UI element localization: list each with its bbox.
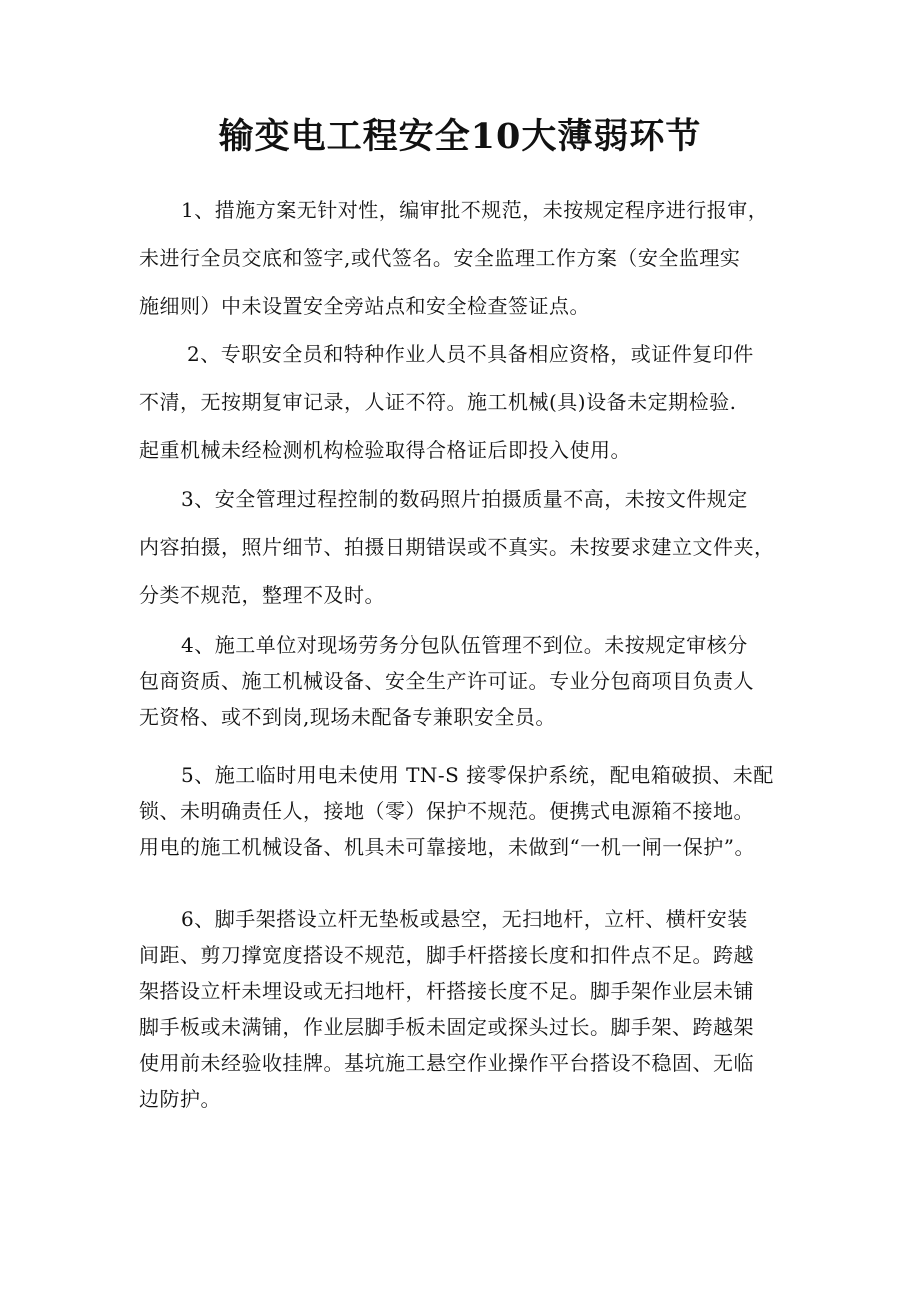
paragraph-line: 无资格、或不到岗,现场未配备专兼职安全员。	[139, 705, 556, 729]
paragraph-line: 边防护。	[139, 1087, 221, 1111]
paragraph-line: 5、施工临时用电未使用 TN-S 接零保护系统，配电箱破损、未配	[181, 763, 774, 787]
paragraph-line: 2、专职安全员和特种作业人员不具备相应资格，或证件复印件	[187, 342, 754, 366]
paragraph-line: 6、脚手架搭设立杆无垫板或悬空，无扫地杆，立杆、横杆安装	[181, 907, 748, 931]
paragraph-line: 分类不规范，整理不及时。	[139, 583, 385, 607]
paragraph-line: 使用前未经验收挂牌。基坑施工悬空作业操作平台搭设不稳固、无临	[139, 1051, 754, 1075]
paragraph-line: 用电的施工机械设备、机具未可靠接地，未做到“一机一闸一保护”。	[139, 835, 755, 859]
paragraph-line: 4、施工单位对现场劳务分包队伍管理不到位。未按规定审核分	[181, 633, 748, 657]
paragraph-line: 架搭设立杆未埋设或无扫地杆，杆搭接长度不足。脚手架作业层未铺	[139, 979, 754, 1003]
paragraph-1	[139, 197, 789, 341]
paragraph-line: 不清，无按期复审记录，人证不符。施工机械(具)设备未定期检验.	[139, 390, 737, 414]
paragraph-line: 未进行全员交底和签字,或代签名。安全监理工作方案（安全监理实	[139, 246, 741, 270]
document-title: 输变电工程安全10大薄弱环节	[218, 116, 702, 157]
paragraph-line: 脚手板或未满铺，作业层脚手板未固定或探头过长。脚手架、跨越架	[139, 1015, 754, 1039]
paragraph-line: 施细则）中未设置安全旁站点和安全检查签证点。	[139, 294, 590, 318]
paragraph-6	[139, 906, 789, 1122]
paragraph-line: 内容拍摄，照片细节、拍摄日期错误或不真实。未按要求建立文件夹，	[139, 535, 775, 559]
paragraph-line: 起重机械未经检测机构检验取得合格证后即投入使用。	[139, 438, 631, 462]
paragraph-4	[139, 632, 789, 740]
paragraph-3	[139, 486, 789, 630]
paragraph-line: 锁、未明确责任人，接地（零）保护不规范。便携式电源箱不接地。	[139, 799, 754, 823]
paragraph-line: 1、措施方案无针对性，编审批不规范，未按规定程序进行报审，	[181, 198, 769, 222]
paragraph-5	[139, 762, 789, 870]
paragraph-line: 间距、剪刀撑宽度搭设不规范，脚手杆搭接长度和扣件点不足。跨越	[139, 943, 754, 967]
paragraph-line: 3、安全管理过程控制的数码照片拍摄质量不高，未按文件规定	[181, 487, 748, 511]
paragraph-2	[139, 341, 789, 485]
paragraph-line: 包商资质、施工机械设备、安全生产许可证。专业分包商项目负责人	[139, 669, 754, 693]
